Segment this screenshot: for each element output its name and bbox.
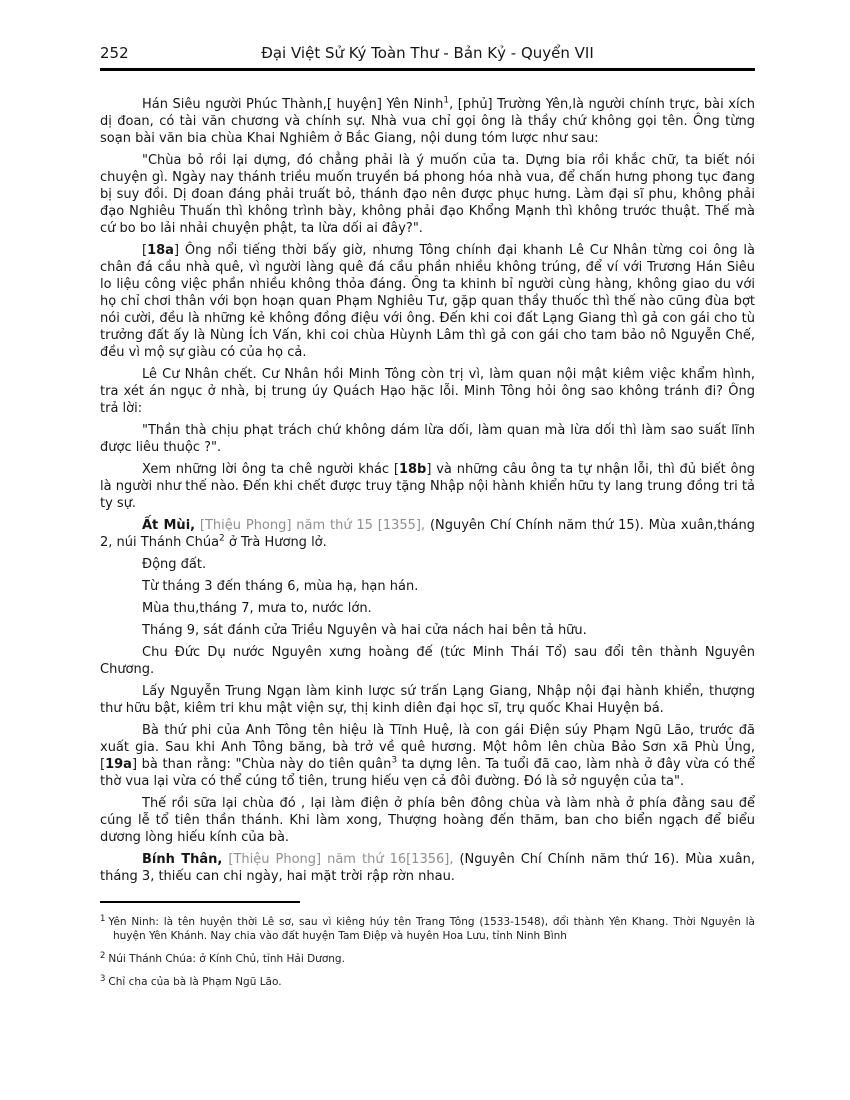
entry-at-mui bbox=[100, 517, 755, 551]
footnote-separator bbox=[100, 901, 300, 903]
text-segment: Bà thứ phi của Anh Tông tên hiệu là Tĩnh Huệ, là con gái Điện súy Phạm Ngũ Lão, trước đã xuất gia. Sau khi Anh Tông băng, bà trở về quê hương. Một hôm lên chùa Bảo Sơn xã Phù Ủng, [ bbox=[100, 723, 755, 772]
paragraph-ba-thu-phi bbox=[100, 722, 755, 790]
text-segment: ] bà than rằng: "Chùa này do tiên quân bbox=[131, 757, 392, 772]
year-label: Ất Mùi, bbox=[142, 518, 196, 533]
text-segment: Mùa thu,tháng 7, mưa to, nước lớn. bbox=[142, 601, 372, 616]
body-text bbox=[100, 96, 755, 885]
paragraph-nguyen-trung-ngan bbox=[100, 683, 755, 717]
paragraph-than-tha-quote bbox=[100, 422, 755, 456]
paragraph-dong-dat bbox=[100, 556, 755, 573]
footnote-2 bbox=[100, 952, 755, 966]
page-header bbox=[100, 44, 755, 63]
folio-marker-19a: 19a bbox=[105, 757, 132, 772]
folio-marker-18b: 18b bbox=[398, 462, 427, 477]
entry-binh-than bbox=[100, 851, 755, 885]
footnote-ref-2: 2 bbox=[219, 533, 225, 544]
footnote-number: 1 bbox=[100, 913, 106, 924]
text-segment: [ bbox=[142, 243, 148, 258]
page-number: 252 bbox=[100, 44, 129, 62]
text-segment: Thế rồi sữa lại chùa đó , lại làm điện ở phía bên đông chùa và làm nhà ở phía đằng sau để cúng lễ tổ tiên thần thánh. Khi làm xong, Thượng hoàng đến thăm, ban cho biển ngạch để biểu dương lòng hiếu kính của bà. bbox=[100, 796, 755, 845]
paragraph-cu-nhan-chet bbox=[100, 366, 755, 417]
paragraph-han-han bbox=[100, 578, 755, 595]
page-title: Đại Việt Sử Ký Toàn Thư - Bản Kỷ - Quyển VII bbox=[261, 44, 594, 62]
paragraph-thang-9 bbox=[100, 622, 755, 639]
text-segment: Xem những lời ông ta chê người khác [ bbox=[142, 462, 399, 477]
footnotes bbox=[100, 915, 755, 989]
footnote-number: 2 bbox=[100, 950, 106, 961]
text-segment: Từ tháng 3 đến tháng 6, mùa hạ, hạn hán. bbox=[142, 579, 419, 594]
footnote-3 bbox=[100, 975, 755, 989]
paragraph-xem-nhung-loi bbox=[100, 461, 755, 512]
text-segment: "Chùa bỏ rồi lại dựng, đó chẳng phải là ý muốn của ta. Dựng bia rồi khắc chữ, ta biết nói chuyện gì. Ngày nay thánh triều muốn truyền bá phong hóa nhà vua, để chấn hưng phong tục đang bị suy đồi. Dị đoan đáng phải truất bỏ, thánh đạo nên được phục hưng. Làm đại sĩ phu, không phải đạo Nghiêu Thuấn thì không trình bày, không phải đạo Khổng Mạnh thì không trước thuật. Thế mà cứ bo bo lải nhải chuyện phật, ta lừa dối ai đây?". bbox=[100, 153, 755, 236]
text-segment: ta dựng lên. Ta tuổi đã cao, làm nhà ở đây vừa có thể thờ vua lại vừa có thể cúng tổ tiên, trung hiếu vẹn cả đôi đường. Đó là sở nguyện của ta". bbox=[100, 757, 755, 789]
footnote-number: 3 bbox=[100, 973, 106, 984]
text-segment: Tháng 9, sát đánh cửa Triều Nguyên và hai cửa nách hai bên tả hữu. bbox=[142, 623, 587, 638]
era-label: [Thiệu Phong] năm thứ 16[1356], bbox=[222, 852, 454, 867]
text-segment: Lê Cư Nhân chết. Cư Nhân hồi Minh Tông còn trị vì, làm quan nội mật kiêm việc khẩm hình, tra xét án ngục ở nhà, bị trung úy Quách Hạo hặc lỗi. Minh Tông hỏi ông sao không tránh đi? Ông trả lời: bbox=[100, 367, 755, 416]
footnote-text: Chỉ cha của bà là Phạm Ngũ Lão. bbox=[108, 976, 282, 988]
text-segment: , [phủ] Trường Yên,là người chính trực, bài xích dị đoan, có tài văn chương và chính sự. Nhà vua chỉ gọi ông là thầy chứ không gọi tên. Ông từng soạn bài văn bia chùa Khai Nghiêm ở Bắc Giang, nội dung tóm lược như sau: bbox=[100, 97, 755, 146]
paragraph-han-sieu bbox=[100, 96, 755, 147]
text-segment: (Nguyên Chí Chính năm thứ 16). Mùa xuân, tháng 3, thiếu can chi ngày, hai mặt trời rập rờn nhau. bbox=[100, 852, 755, 884]
text-segment: Động đất. bbox=[142, 557, 207, 572]
text-segment: ] và những câu ông ta tự nhận lỗi, thì đủ biết ông là người như thế nào. Đến khi chết được truy tặng Nhập nội hành khiển hữu ty lang trung đồng tri tả ty sự. bbox=[100, 462, 755, 511]
footnote-ref-1: 1 bbox=[443, 95, 450, 106]
text-segment: Hán Siêu người Phúc Thành,[ huyện] Yên Ninh bbox=[142, 97, 444, 112]
text-segment: Chu Đức Dụ nước Nguyên xưng hoàng đế (tức Minh Thái Tổ) sau đổi tên thành Nguyên Chương. bbox=[100, 645, 755, 677]
text-segment: "Thần thà chịu phạt trách chứ không dám lừa dối, làm quan mà lừa dối thì làm sao suất lĩnh được liêu thuộc ?". bbox=[100, 423, 755, 455]
footnote-ref-3: 3 bbox=[391, 755, 398, 766]
footnote-text: Yên Ninh: là tên huyện thời Lê sơ, sau vì kiêng húy tên Trang Tông (1533-1548), đổi thành Yên Khang. Thời Nguyên là huyện Yên Khánh. Nay chia vào đất huyện Tam Điệp và huyên Hoa Lưu, tỉnh Ninh Bình bbox=[108, 916, 755, 942]
footnote-1 bbox=[100, 915, 755, 943]
header-rule bbox=[100, 68, 755, 71]
footnote-text: Núi Thánh Chúa: ở Kính Chủ, tỉnh Hải Dương. bbox=[108, 953, 345, 965]
year-label: Bính Thân, bbox=[142, 852, 223, 867]
text-segment: Lấy Nguyễn Trung Ngạn làm kinh lược sứ trấn Lạng Giang, Nhập nội đại hành khiển, thượng thư hữu bật, kiêm tri khu mật viện sự, thị kinh diên đại học sĩ, trụ quốc Khai Huyện bá. bbox=[100, 684, 755, 716]
era-label: [Thiệu Phong] năm thứ 15 [1355], bbox=[195, 518, 426, 533]
paragraph-chu-duc-du bbox=[100, 644, 755, 678]
paragraph-sua-chua bbox=[100, 795, 755, 846]
paragraph-le-cu-nhan bbox=[100, 242, 755, 361]
folio-marker-18a: 18a bbox=[147, 243, 174, 258]
text-segment: ở Trà Hương lở. bbox=[224, 535, 327, 550]
text-segment: ] Ông nổi tiếng thời bấy giờ, nhưng Tông chính đại khanh Lê Cư Nhân từng coi ông là chân đá cầu nhà quê, vì người làng quê đá cầu phần nhiều không trúng, để ví với Trương Hán Siêu lo liệu công việc phần nhiều không thỏa đáng. Ông ta khinh bỉ người cùng hàng, không giao du với họ chỉ chơi thân với bọn hoạn quan Phạm Nghiêu Tư, gặp quan thầy thuốc thì thế nào cũng đùa bợt nói cười, đều là những kẻ không đồng điệu với ông. Đến khi coi đất Lạng Giang thì gả con gái cho tù trưởng đất ấy là Nùng Ích Vấn, khi coi chùa Hùynh Lâm thì gả con gái cho tam bảo nô Nguyễn Chế, đều vì mộ sự giàu có của họ cả. bbox=[100, 243, 755, 360]
text-segment: (Nguyên Chí Chính năm thứ 15). Mùa xuân,tháng 2, núi Thánh Chúa bbox=[100, 518, 755, 550]
paragraph-stele-quote bbox=[100, 152, 755, 237]
paragraph-mua-to bbox=[100, 600, 755, 617]
